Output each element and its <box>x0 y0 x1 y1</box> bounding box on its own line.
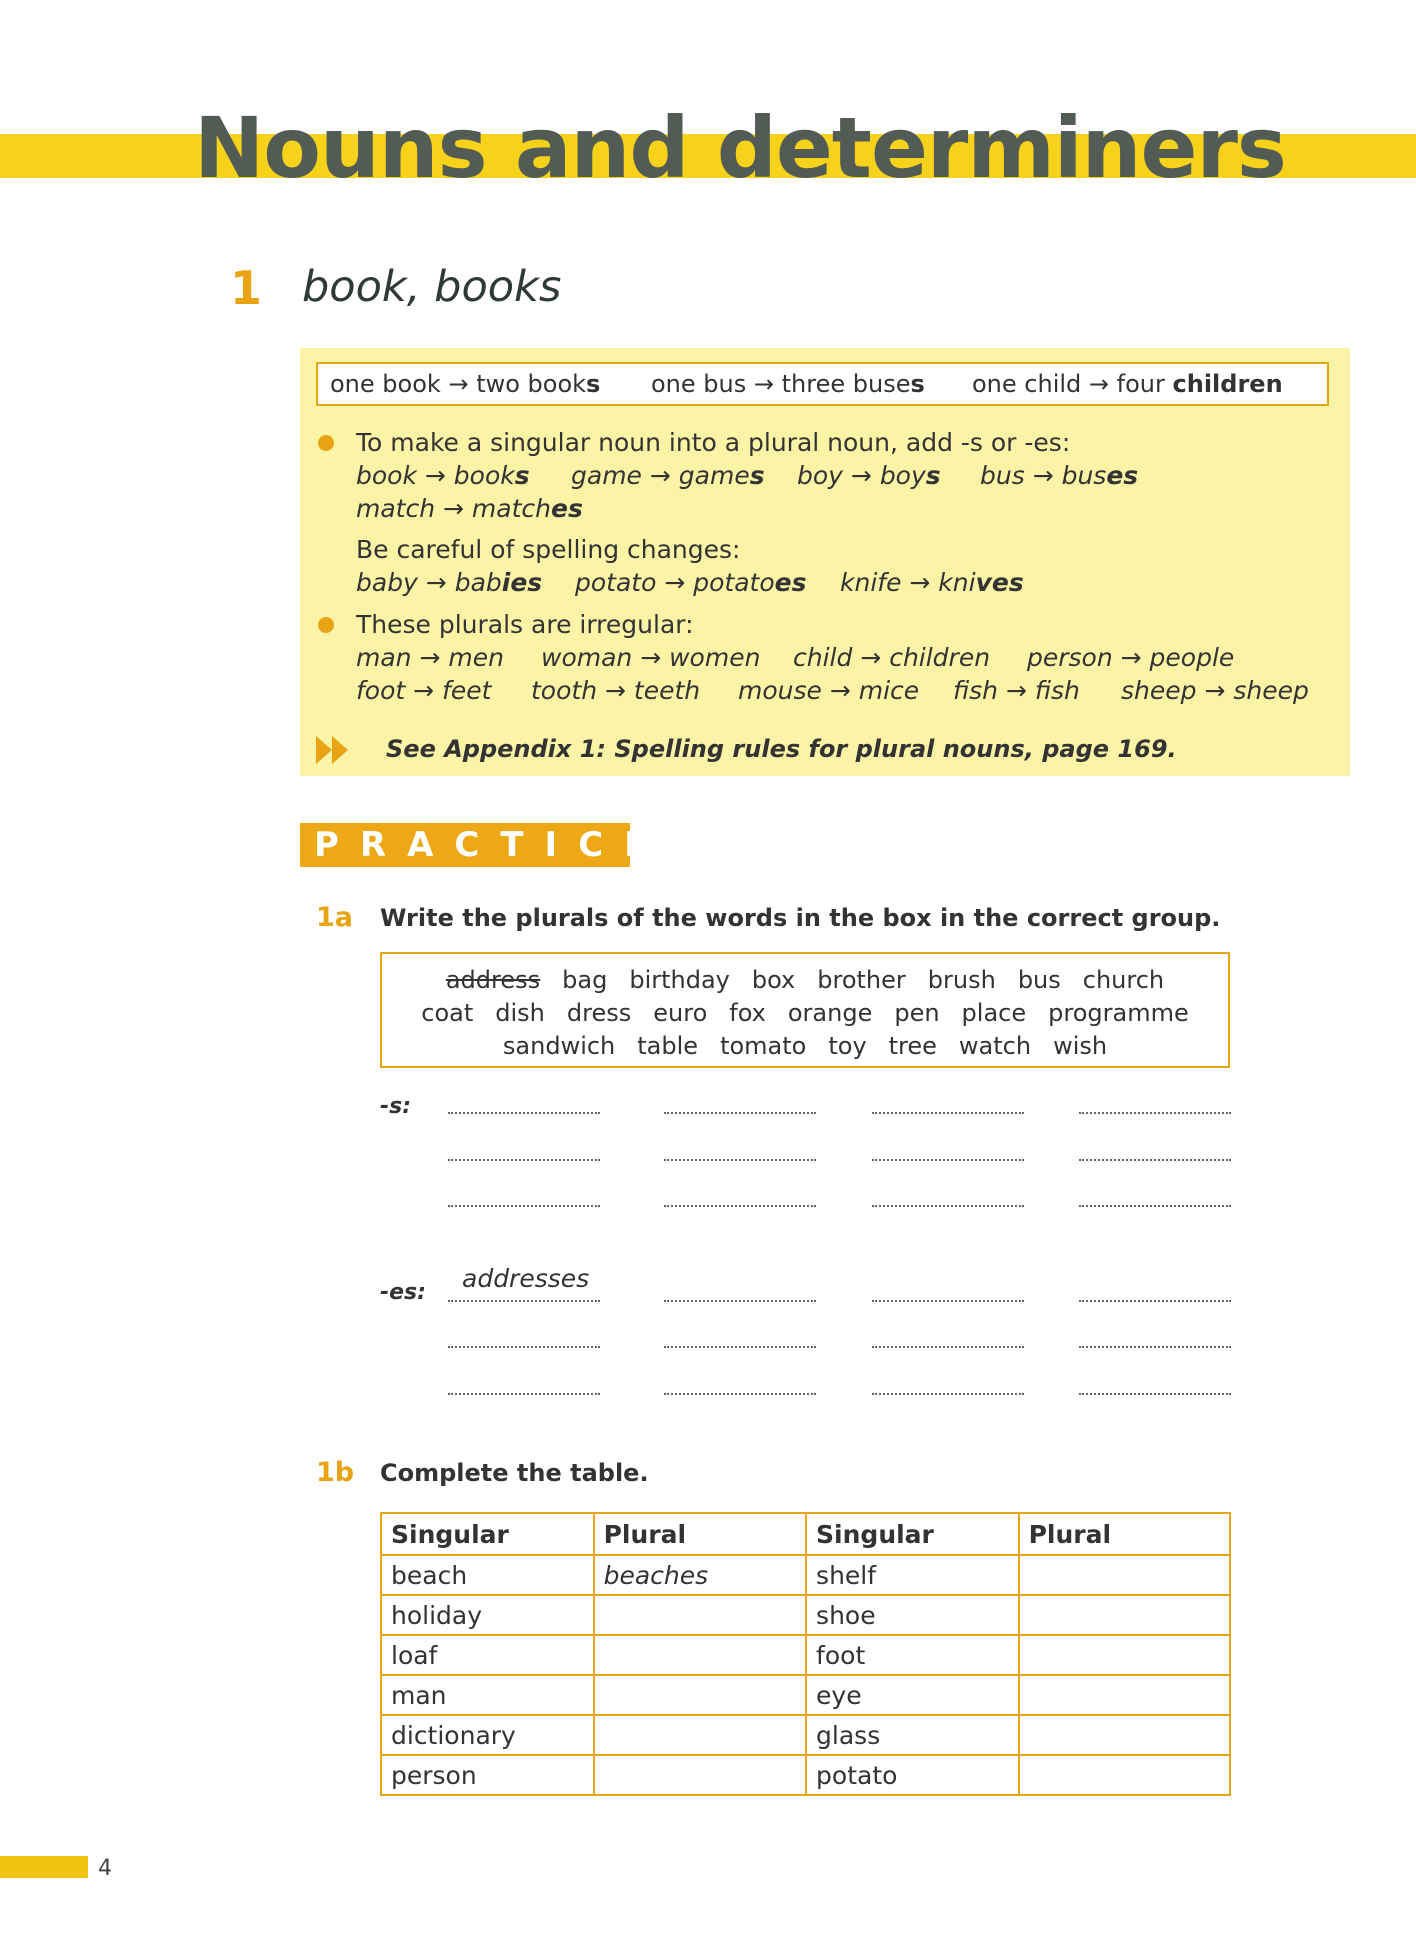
rule-change: potato → potatoes <box>575 568 807 597</box>
answer-line[interactable] <box>664 1393 816 1395</box>
word-item: sandwich <box>502 1032 616 1060</box>
rule-example: match → matches <box>356 494 583 523</box>
word-item: place <box>961 999 1027 1027</box>
answer-line[interactable] <box>664 1159 816 1161</box>
answer-line[interactable] <box>872 1112 1024 1114</box>
answer-line[interactable] <box>448 1205 600 1207</box>
table-cell-blank[interactable] <box>594 1595 806 1635</box>
word-item: wish <box>1053 1032 1108 1060</box>
answer-line[interactable] <box>1079 1159 1231 1161</box>
answer-line[interactable] <box>872 1346 1024 1348</box>
rule-text-2: These plurals are irregular: <box>356 610 694 639</box>
table-cell-blank[interactable] <box>1019 1555 1230 1595</box>
word-row <box>382 968 1228 992</box>
word-item: birthday <box>629 966 730 994</box>
section-number: 1 <box>230 261 263 315</box>
answer-line[interactable] <box>1079 1346 1231 1348</box>
irregular-plural: foot → feet <box>356 676 492 705</box>
answer-line[interactable] <box>664 1112 816 1114</box>
page-title: Nouns and determiners <box>194 99 1286 197</box>
table-cell: man <box>381 1675 594 1715</box>
table-cell: holiday <box>381 1595 594 1635</box>
example-child: one child → four children <box>972 370 1283 398</box>
rule-change: baby → babies <box>356 568 543 597</box>
plural-table <box>380 1512 1231 1796</box>
irregular-plural: sheep → sheep <box>1121 676 1309 705</box>
word-item: tree <box>888 1032 937 1060</box>
table-cell-blank[interactable] <box>594 1675 806 1715</box>
irregular-plural: woman → women <box>541 643 761 672</box>
table-cell: person <box>381 1755 594 1795</box>
word-row <box>382 1034 1228 1058</box>
table-row <box>381 1635 1230 1675</box>
answer-line[interactable] <box>448 1112 600 1114</box>
table-header-row <box>381 1513 1230 1555</box>
word-item: table <box>637 1032 699 1060</box>
table-cell: potato <box>806 1755 1019 1795</box>
table-row <box>381 1555 1230 1595</box>
appendix-reference: See Appendix 1: Spelling rules for plural nouns, page 169. <box>386 735 1177 763</box>
irregular-plural: person → people <box>1027 643 1235 672</box>
exercise-number: 1a <box>316 902 354 933</box>
word-item: dish <box>495 999 545 1027</box>
word-item: orange <box>787 999 873 1027</box>
table-cell: beach <box>381 1555 594 1595</box>
word-item: box <box>751 966 796 994</box>
page-number: 4 <box>98 1856 112 1881</box>
table-cell-blank[interactable] <box>1019 1635 1230 1675</box>
exercise-instruction: Write the plurals of the words in the box in the correct group. <box>380 904 1221 932</box>
table-cell-blank[interactable] <box>594 1635 806 1675</box>
word-item: programme <box>1048 999 1189 1027</box>
table-cell-blank[interactable] <box>1019 1715 1230 1755</box>
word-item: watch <box>958 1032 1032 1060</box>
table-cell: foot <box>806 1635 1019 1675</box>
irregular-plural: mouse → mice <box>738 676 920 705</box>
word-row <box>382 1001 1228 1025</box>
word-item: coat <box>421 999 474 1027</box>
table-cell-blank[interactable] <box>1019 1675 1230 1715</box>
table-cell: eye <box>806 1675 1019 1715</box>
example-answer: addresses <box>462 1264 590 1293</box>
answer-line[interactable] <box>448 1393 600 1395</box>
table-cell-blank[interactable] <box>1019 1755 1230 1795</box>
fast-forward-icon <box>316 736 352 764</box>
table-cell: loaf <box>381 1635 594 1675</box>
column-header: Singular <box>381 1513 594 1555</box>
word-item: brother <box>817 966 906 994</box>
answer-line[interactable] <box>872 1205 1024 1207</box>
answer-line[interactable] <box>664 1346 816 1348</box>
table-cell: beaches <box>594 1555 806 1595</box>
answer-line[interactable] <box>1079 1112 1231 1114</box>
word-item: church <box>1082 966 1165 994</box>
word-item: brush <box>927 966 996 994</box>
word-item: address <box>445 966 541 994</box>
word-item: bag <box>562 966 608 994</box>
section-title: book, books <box>302 262 562 312</box>
rule-careful: Be careful of spelling changes: <box>356 535 741 564</box>
irregular-plural: child → children <box>793 643 991 672</box>
example-bus: one bus → three buses <box>651 370 925 398</box>
rule-example: game → games <box>571 461 765 490</box>
table-row <box>381 1715 1230 1755</box>
answer-line[interactable] <box>872 1300 1024 1302</box>
rule-example: bus → buses <box>980 461 1139 490</box>
practice-banner: PRACTICE <box>300 823 630 867</box>
example-book: one book → two books <box>330 370 601 398</box>
table-row <box>381 1755 1230 1795</box>
table-cell: shoe <box>806 1595 1019 1635</box>
word-item: dress <box>566 999 632 1027</box>
table-cell-blank[interactable] <box>594 1715 806 1755</box>
irregular-plural: fish → fish <box>953 676 1080 705</box>
table-row <box>381 1675 1230 1715</box>
answer-line[interactable] <box>1079 1300 1231 1302</box>
rule-text-1: To make a singular noun into a plural noun, add -s or -es: <box>356 428 1071 457</box>
example-box <box>316 362 1329 406</box>
exercise-number: 1b <box>316 1457 355 1488</box>
page-number-bar <box>0 1856 88 1878</box>
rule-example: boy → boys <box>797 461 941 490</box>
answer-line[interactable] <box>448 1346 600 1348</box>
column-header: Singular <box>806 1513 1019 1555</box>
rule-example: book → books <box>356 461 530 490</box>
group-label-s: -s: <box>380 1094 412 1119</box>
bullet-dot <box>318 435 334 451</box>
table-row <box>381 1595 1230 1635</box>
column-header: Plural <box>594 1513 806 1555</box>
answer-line[interactable] <box>1079 1393 1231 1395</box>
word-item: euro <box>653 999 708 1027</box>
group-label-es: -es: <box>380 1280 426 1305</box>
answer-line[interactable] <box>872 1393 1024 1395</box>
word-item: pen <box>894 999 940 1027</box>
table-cell-blank[interactable] <box>594 1755 806 1795</box>
answer-line[interactable] <box>448 1300 600 1302</box>
bullet-dot <box>318 617 334 633</box>
answer-line[interactable] <box>448 1159 600 1161</box>
rule-change: knife → knives <box>840 568 1024 597</box>
word-box <box>380 952 1230 1068</box>
column-header: Plural <box>1019 1513 1230 1555</box>
table-cell: dictionary <box>381 1715 594 1755</box>
answer-line[interactable] <box>872 1159 1024 1161</box>
irregular-plural: tooth → teeth <box>531 676 701 705</box>
word-item: toy <box>828 1032 867 1060</box>
exercise-instruction: Complete the table. <box>380 1459 649 1487</box>
table-cell-blank[interactable] <box>1019 1595 1230 1635</box>
answer-line[interactable] <box>664 1205 816 1207</box>
irregular-plural: man → men <box>356 643 504 672</box>
answer-line[interactable] <box>664 1300 816 1302</box>
word-item: bus <box>1017 966 1061 994</box>
answer-line[interactable] <box>1079 1205 1231 1207</box>
word-item: fox <box>729 999 766 1027</box>
word-item: tomato <box>720 1032 807 1060</box>
table-cell: shelf <box>806 1555 1019 1595</box>
table-cell: glass <box>806 1715 1019 1755</box>
